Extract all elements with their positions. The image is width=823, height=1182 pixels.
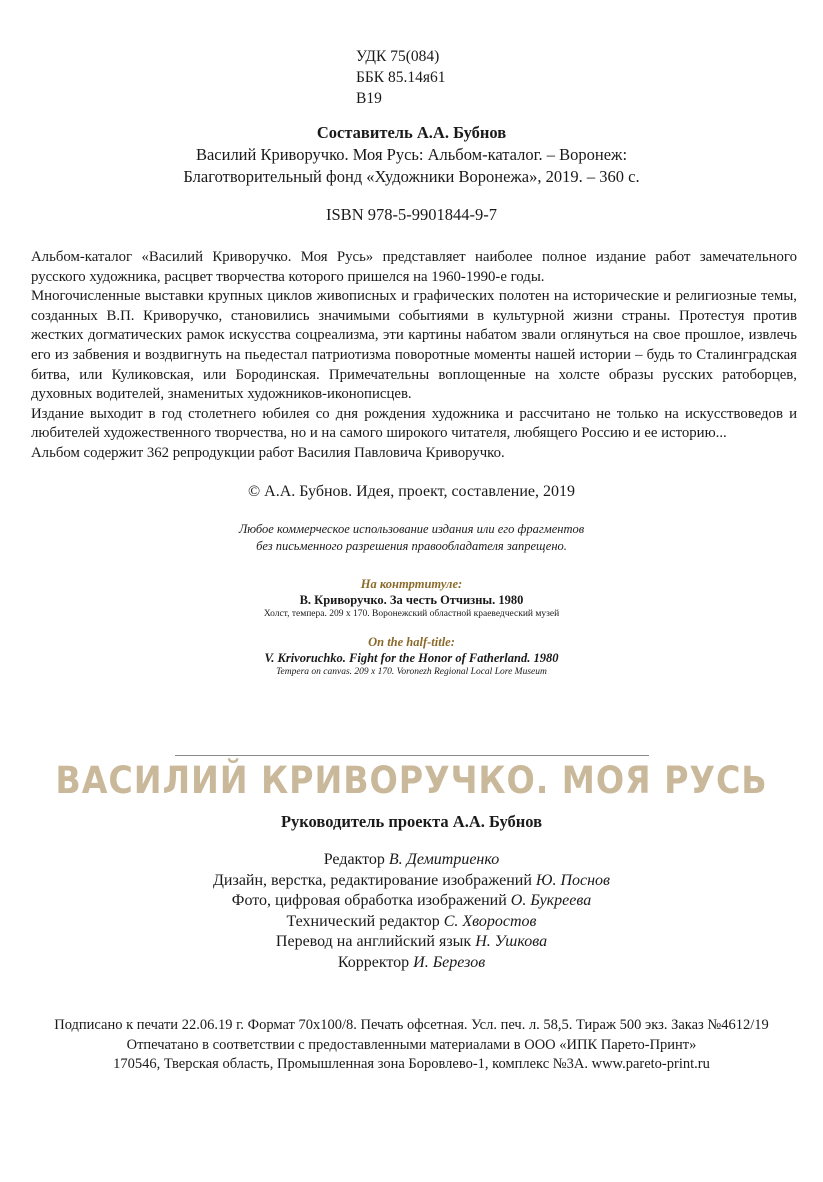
credit-name: С. Хворостов <box>443 912 537 930</box>
biblio-line-2: Благотворительный фонд «Художники Воронежа», 2019. – 360 с. <box>183 167 640 186</box>
credit-name: Ю. Поснов <box>535 871 610 889</box>
project-lead: Руководитель проекта А.А. Бубнов <box>280 812 543 831</box>
bbk-code: ББК 85.14я61 <box>356 69 446 86</box>
half-title-description: Tempera on canvas. 209 x 170. Voronezh Regional Local Lore Museum <box>276 667 547 677</box>
isbn: ISBN 978-5-9901844-9-7 <box>326 205 497 224</box>
udk-code: УДК 75(084) <box>356 48 440 65</box>
abstract-paragraph: Альбом-каталог «Василий Криворучко. Моя Русь» представляет наиболее полное издание работ замечательного русского художника, расцвет творчества которого пришелся на 1960-1990-е годы. <box>31 249 797 285</box>
series-title-logo: ВАСИЛИЙ КРИВОРУЧКО. МОЯ РУСЬ <box>55 759 768 802</box>
half-title-heading: На контртитуле: <box>360 577 463 591</box>
credit-line <box>0 932 823 953</box>
compiler-line: Составитель А.А. Бубнов <box>316 123 507 142</box>
biblio-line-1: Василий Криворучко. Моя Русь: Альбом-каталог. – Воронеж: <box>195 145 628 164</box>
abstract <box>31 248 797 464</box>
credit-name: И. Березов <box>413 953 486 971</box>
imprint-line-2: Отпечатано в соответствии с предоставленными материалами в ООО «ИПК Парето-Принт» <box>126 1036 697 1053</box>
notice-line-1: Любое коммерческое использование издания или его фрагментов <box>238 522 585 536</box>
copyright-line: © А.А. Бубнов. Идея, проект, составление, 2019 <box>247 483 575 500</box>
imprint-line-3: 170546, Тверская область, Промышленная зона Боровлево-1, комплекс №3А. www.pareto-print.ru <box>113 1056 710 1072</box>
usage-notice <box>0 521 823 555</box>
half-title-description: Холст, темпера. 209 х 170. Воронежский областной краеведческий музей <box>263 609 560 619</box>
half-title-ru <box>0 576 823 621</box>
bibliographic-description <box>0 144 823 188</box>
abstract-paragraph: Альбом содержит 362 репродукции работ Василия Павловича Криворучко. <box>31 444 505 461</box>
credit-role: Технический редактор <box>286 912 444 930</box>
abstract-paragraph: Издание выходит в год столетнего юбилея со дня рождения художника и рассчитано не только на искусствоведов и любителей художественного творчества, но и на самого широкого читателя, любящего Россию и ее историю... <box>31 405 797 442</box>
half-title-heading: On the half-title: <box>368 635 455 649</box>
credit-role: Корректор <box>337 953 414 971</box>
credit-name: Н. Ушкова <box>475 933 548 950</box>
credits-list <box>0 850 823 973</box>
credit-role: Дизайн, верстка, редактирование изображений <box>213 871 536 889</box>
credit-role: Редактор <box>323 851 389 868</box>
credit-line <box>0 850 823 871</box>
print-imprint <box>0 1016 823 1075</box>
half-title-en <box>0 634 823 679</box>
imprint-line-1: Подписано к печати 22.06.19 г. Формат 70х100/8. Печать офсетная. Усл. печ. л. 58,5. Тираж 500 экз. Заказ №4612/19 <box>54 1017 769 1033</box>
half-title-artwork: В. Криворучко. За честь Отчизны. 1980 <box>299 593 524 607</box>
credit-name: В. Демитриенко <box>388 851 500 868</box>
credit-line <box>0 891 823 912</box>
credit-line <box>0 912 823 933</box>
credit-role: Перевод на английский язык <box>275 933 476 950</box>
abstract-paragraph: Многочисленные выставки крупных циклов живописных и графических полотен на исторические и религиозные темы, созданных В.П. Криворучко, становились значимыми событиями в культурной жизни страны. Протестуя против жестких догматических рамок искусства соцреализма, эти картины набатом звали оглянуться на свое прошлое, извлечь его из забвения и воздвигнуть на пьедестал патриотизма поворотные моменты нашей истории – будь то Сталинградская битва, или Куликовская, или Бородинская. Примечательны воплощенные на холсте образы русских ратоборцев, духовных водителей, знаменитых художников-иконописцев. <box>31 288 797 403</box>
credit-line <box>0 871 823 892</box>
divider-line <box>175 755 649 756</box>
credit-name: О. Букреева <box>510 892 592 909</box>
notice-line-2: без письменного разрешения правообладателя запрещено. <box>256 539 567 553</box>
classification-codes <box>356 46 446 109</box>
half-title-artwork: V. Krivoruchko. Fight for the Honor of Fatherland. 1980 <box>264 651 559 665</box>
author-mark: В19 <box>356 90 382 107</box>
credit-role: Фото, цифровая обработка изображений <box>231 892 511 909</box>
credit-line <box>0 953 823 974</box>
